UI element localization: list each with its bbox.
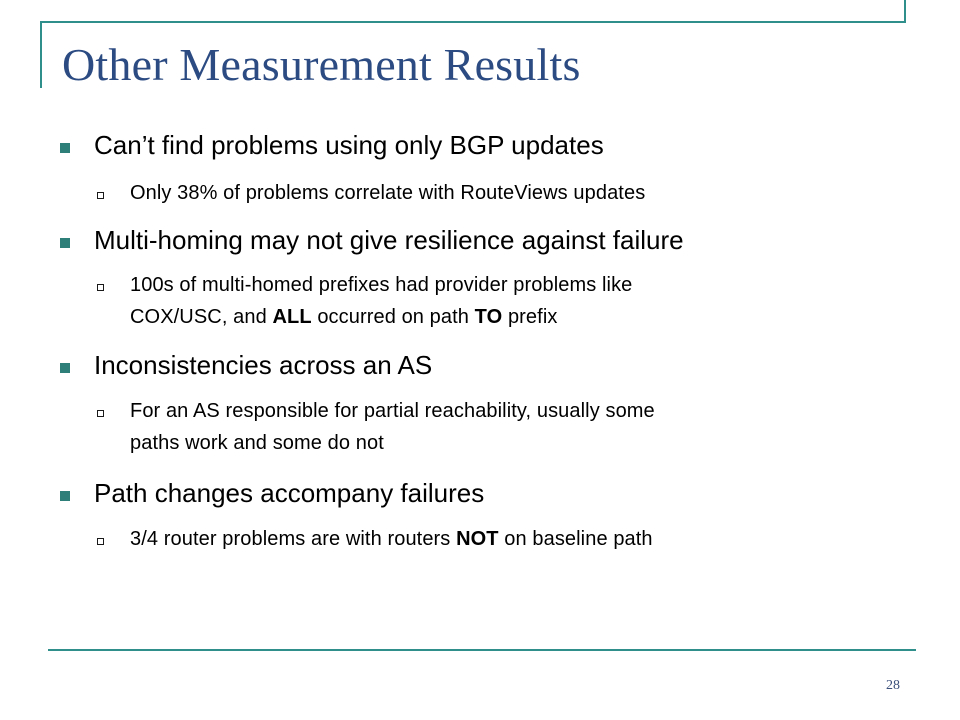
square-bullet-icon bbox=[60, 238, 70, 248]
frame-top-line bbox=[40, 21, 906, 23]
bullet-text: Inconsistencies across an AS bbox=[94, 350, 433, 380]
emphasis-text: ALL bbox=[272, 306, 312, 328]
emphasis-text: NOT bbox=[456, 528, 499, 550]
sub-bullet-text bbox=[130, 524, 653, 554]
text-run: 3/4 router problems are with routers bbox=[130, 528, 457, 550]
slide-title: Other Measurement Results bbox=[62, 39, 581, 90]
hollow-square-bullet-icon bbox=[97, 284, 104, 291]
sub-bullet-text: Only 38% of problems correlate with RouteViews updates bbox=[130, 182, 646, 204]
hollow-square-bullet-icon bbox=[97, 538, 104, 545]
hollow-square-bullet-icon bbox=[97, 192, 104, 199]
square-bullet-icon bbox=[60, 363, 70, 373]
square-bullet-icon bbox=[60, 143, 70, 153]
hollow-square-bullet-icon bbox=[97, 410, 104, 417]
text-run: prefix bbox=[502, 306, 558, 328]
emphasis-text: TO bbox=[474, 306, 503, 328]
frame-right-line bbox=[904, 0, 906, 23]
bullet-text: Path changes accompany failures bbox=[94, 478, 485, 508]
frame-left-line bbox=[40, 21, 42, 88]
frame-bottom-line bbox=[48, 649, 916, 651]
text-run: COX/USC, and bbox=[130, 306, 273, 328]
page-number: 28 bbox=[886, 678, 900, 693]
square-bullet-icon bbox=[60, 491, 70, 501]
sub-bullet-text-line2 bbox=[130, 302, 557, 332]
sub-bullet-text-line1: 100s of multi-homed prefixes had provider problems like bbox=[130, 274, 633, 296]
bullet-text: Can’t find problems using only BGP updates bbox=[94, 130, 604, 160]
text-run: on baseline path bbox=[498, 528, 653, 550]
sub-bullet-text-line2: paths work and some do not bbox=[130, 432, 384, 454]
text-run: occurred on path bbox=[311, 306, 475, 328]
bullet-text: Multi-homing may not give resilience against failure bbox=[94, 225, 684, 255]
sub-bullet-text-line1: For an AS responsible for partial reachability, usually some bbox=[130, 400, 655, 422]
